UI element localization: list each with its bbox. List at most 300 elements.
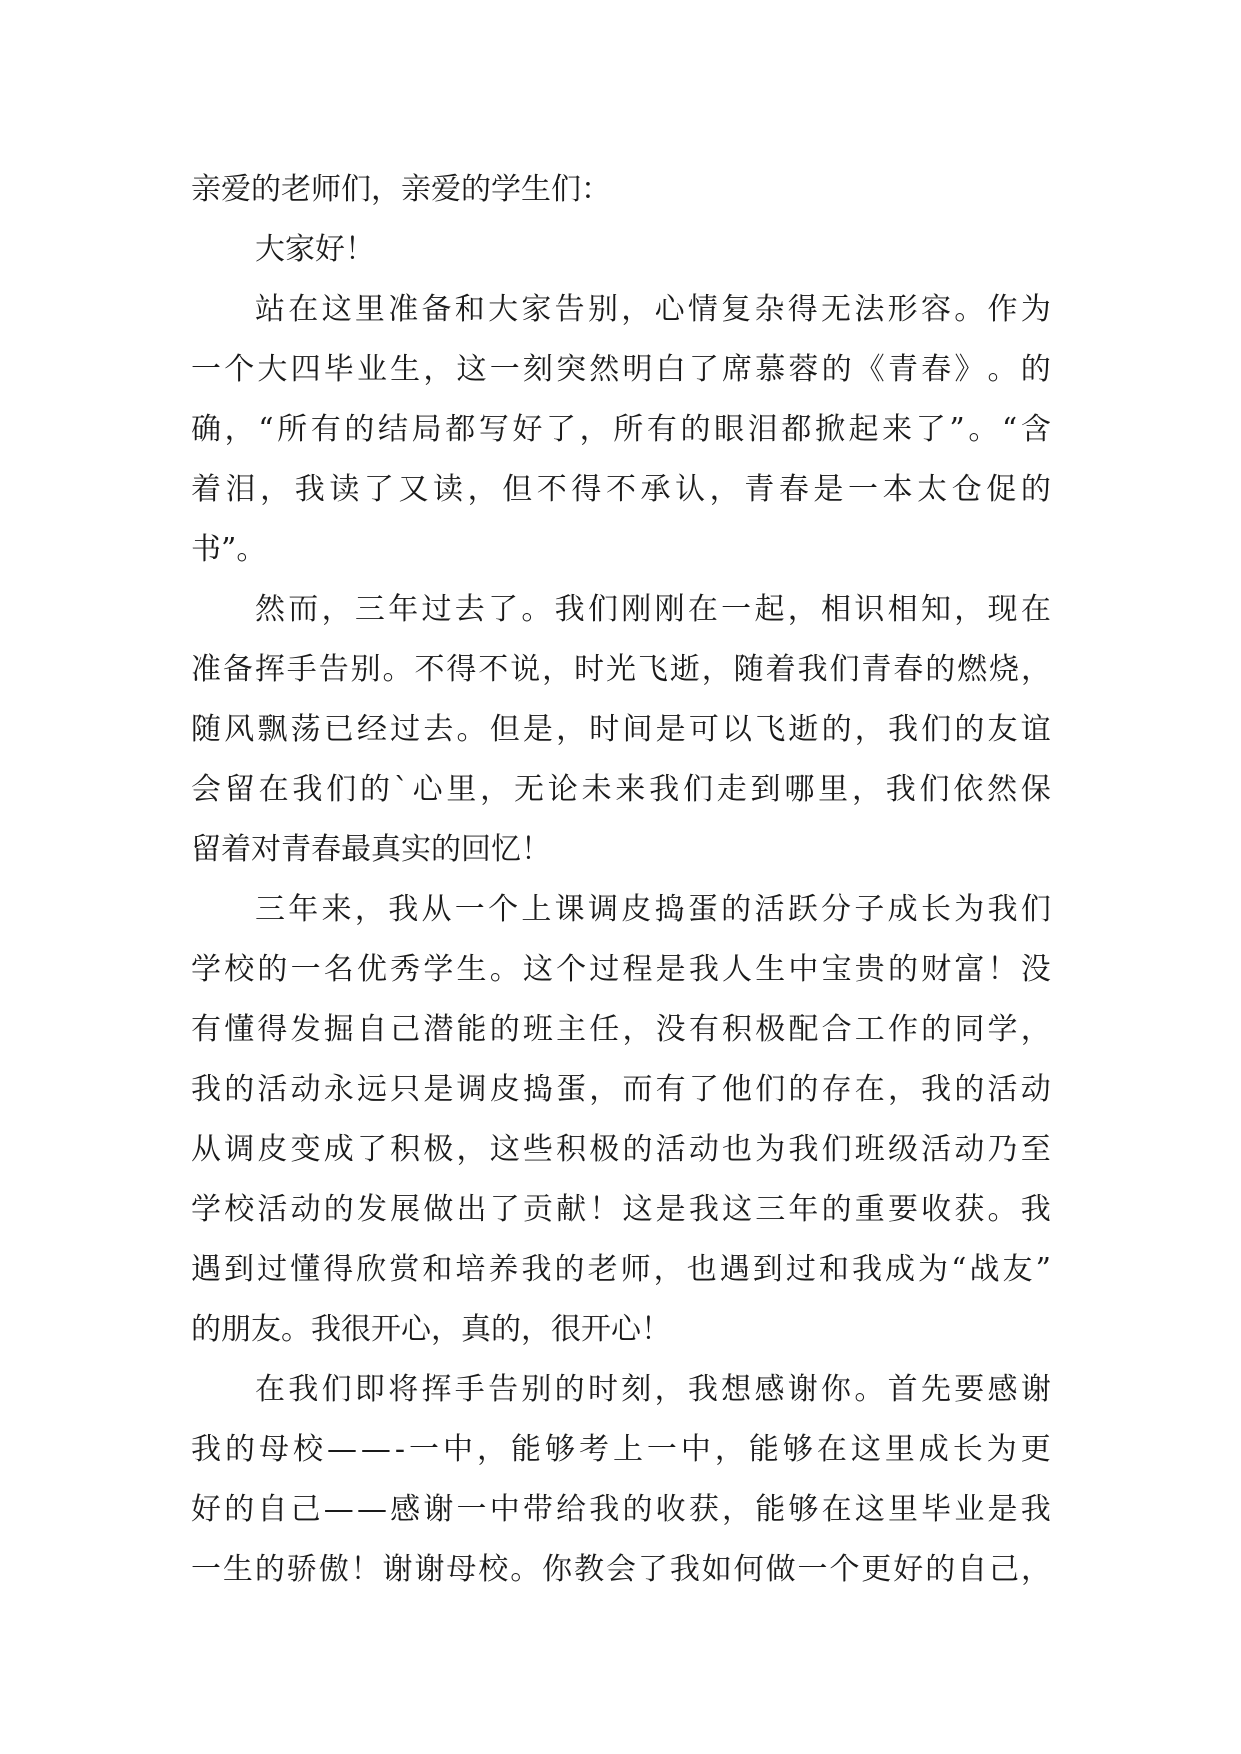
line-char: 有 xyxy=(310,412,341,447)
line-char: 做 xyxy=(423,1192,454,1227)
line-char: 的 xyxy=(254,1552,285,1587)
line-char: 过 xyxy=(785,1252,816,1287)
line-char: 骄 xyxy=(286,1552,317,1587)
line-char: 己 xyxy=(390,1012,421,1047)
line-char: 带 xyxy=(522,1492,553,1527)
line-char: 何 xyxy=(733,1552,764,1587)
line-char: 。 xyxy=(510,1552,541,1587)
line-char: 随 xyxy=(733,652,764,687)
line-char: ， xyxy=(423,352,454,387)
line-char: 成 xyxy=(323,1132,354,1167)
line-char: 们 xyxy=(1020,892,1051,927)
line-char: 心 xyxy=(654,292,685,327)
line-char: 和 xyxy=(818,1252,849,1287)
line-char: 刻 xyxy=(621,1372,652,1407)
line-char: 得 xyxy=(323,1252,354,1287)
line-char: 年 xyxy=(788,1192,819,1227)
line-char: 友 xyxy=(1002,1252,1033,1287)
line-char: 富 xyxy=(954,952,985,987)
line-char: 更 xyxy=(861,1552,892,1587)
line-char: 也 xyxy=(722,1132,752,1167)
line-char: 间 xyxy=(622,712,653,747)
line-char: 了 xyxy=(546,412,577,447)
line-char: 成 xyxy=(884,1252,915,1287)
line-char: 别 xyxy=(587,292,618,327)
line-char: 是 xyxy=(522,712,553,747)
line-char: 有 xyxy=(688,1012,719,1047)
line-char: 同 xyxy=(954,1012,985,1047)
line-char: ， xyxy=(714,1432,745,1467)
line-char: 获 xyxy=(954,1192,985,1227)
line-char: 大 xyxy=(488,292,519,327)
paragraph-line xyxy=(191,1120,1051,1180)
line-char: 一 xyxy=(290,952,321,987)
line-char: 我 xyxy=(669,1552,700,1587)
line-char: 些 xyxy=(522,1132,553,1167)
line-char: 出 xyxy=(456,1192,487,1227)
paragraph-line xyxy=(191,1540,1051,1600)
paragraph-line xyxy=(191,580,1051,640)
line-char: 烧 xyxy=(989,652,1020,687)
line-char: ， xyxy=(854,712,885,747)
line-char: ， xyxy=(787,592,818,627)
line-char: ， xyxy=(887,1072,918,1107)
line-char: 时 xyxy=(587,1372,618,1407)
line-char: 相 xyxy=(887,592,918,627)
line-char: 合 xyxy=(821,1012,852,1047)
line-char: 潜 xyxy=(423,1012,454,1047)
line-char: 在 xyxy=(687,592,718,627)
line-char: 光 xyxy=(605,652,636,687)
line-char: 活 xyxy=(655,1132,686,1167)
line-char: 了 xyxy=(488,592,519,627)
line-char: 着 xyxy=(765,652,796,687)
line-char: 无 xyxy=(513,772,544,807)
line-char: 《 xyxy=(854,352,885,387)
line-char: 校 xyxy=(478,1552,509,1587)
line-char: 。 xyxy=(456,712,487,747)
line-char: ， xyxy=(260,472,291,507)
line-char: 我 xyxy=(887,712,918,747)
line-char: 谢 xyxy=(1020,1372,1051,1407)
line-char: ！ xyxy=(589,1192,620,1227)
line-char: 懂 xyxy=(224,1012,255,1047)
line-char: 了 xyxy=(688,1072,719,1107)
line-char: 动 xyxy=(290,1072,321,1107)
line-char: 青 xyxy=(861,652,892,687)
line-char: ， xyxy=(556,712,587,747)
paragraph-line xyxy=(191,760,1051,820)
line-char: 变 xyxy=(290,1132,321,1167)
line-char: 动 xyxy=(1020,1072,1051,1107)
line-char: 去 xyxy=(454,592,485,627)
line-char: ， xyxy=(354,892,385,927)
line-char: 为 xyxy=(755,1132,786,1167)
line-char: 这 xyxy=(489,1132,520,1167)
line-char: 我 xyxy=(191,1432,221,1467)
line-char: 刚 xyxy=(621,592,652,627)
line-char: 他 xyxy=(722,1072,752,1107)
line-char: 你 xyxy=(821,1372,852,1407)
line-char: 够 xyxy=(788,1492,819,1527)
line-char: 都 xyxy=(781,412,812,447)
line-char: 含 xyxy=(1020,412,1051,447)
paragraph-line xyxy=(191,820,1051,880)
line-char: 首 xyxy=(887,1372,918,1407)
line-char: 泪 xyxy=(225,472,256,507)
line-char: 和 xyxy=(454,292,485,327)
line-char: 们 xyxy=(321,1372,352,1407)
paragraph-line xyxy=(191,1000,1051,1060)
line-char: 里 xyxy=(887,1492,918,1527)
line-char: 一 xyxy=(797,1552,828,1587)
line-char: 准 xyxy=(388,292,419,327)
paragraph-line xyxy=(191,280,1051,340)
line-char: 生 xyxy=(222,1552,253,1587)
line-char: 中 xyxy=(788,952,819,987)
line-char: 要 xyxy=(954,1372,985,1407)
line-char: 在 xyxy=(1020,592,1051,627)
line-char: 们 xyxy=(821,1132,852,1167)
line-char: 能 xyxy=(748,1432,779,1467)
line-char: 是 xyxy=(987,1492,1018,1527)
line-char: 太 xyxy=(917,472,948,507)
paragraph-line xyxy=(191,1240,1051,1300)
line-char: ， xyxy=(224,412,255,447)
line-char: ， xyxy=(709,472,740,507)
paragraph-line xyxy=(191,460,1051,520)
line-char: 从 xyxy=(421,892,452,927)
line-char: ， xyxy=(701,652,732,687)
line-char: 生 xyxy=(755,952,786,987)
line-char: 一 xyxy=(409,1432,440,1467)
line-char: 只 xyxy=(390,1072,421,1107)
line-char: 活 xyxy=(257,1072,288,1107)
line-char: 自 xyxy=(957,1552,988,1587)
line-char: 来 xyxy=(321,892,352,927)
line-char: 我 xyxy=(554,592,585,627)
line-char: 。 xyxy=(382,652,413,687)
line-char: 。 xyxy=(854,1372,885,1407)
line-char: 我 xyxy=(589,1492,620,1527)
line-char: 时 xyxy=(574,652,605,687)
line-char: 来 xyxy=(882,412,913,447)
line-char: 学 xyxy=(191,1192,221,1227)
line-char: 我 xyxy=(521,1252,552,1287)
line-char: 欣 xyxy=(356,1252,387,1287)
line-text: 的朋友。我很开心，真的，很开心！ xyxy=(191,1312,671,1347)
line-char: 情 xyxy=(687,292,718,327)
line-char: 保 xyxy=(1020,772,1051,807)
line-char: 皮 xyxy=(257,1132,288,1167)
line-char: 确 xyxy=(191,412,221,447)
line-char: 的 xyxy=(1020,472,1051,507)
line-char: 中 xyxy=(680,1432,711,1467)
line-char: 不 xyxy=(536,472,567,507)
line-char: 过 xyxy=(421,592,452,627)
line-char: 能 xyxy=(510,1432,541,1467)
line-char: 跃 xyxy=(787,892,818,927)
line-char: 够 xyxy=(544,1432,575,1467)
line-char: 得 xyxy=(571,472,602,507)
line-char: 来 xyxy=(615,772,646,807)
line-char: 在 xyxy=(854,1072,885,1107)
line-char: 荡 xyxy=(290,712,321,747)
line-char: 而 xyxy=(622,1072,653,1107)
line-char: 为 xyxy=(954,892,985,927)
line-char: 活 xyxy=(257,1192,288,1227)
line-char: 承 xyxy=(640,472,671,507)
line-char: 不 xyxy=(478,652,509,687)
line-char: 的 xyxy=(921,1012,952,1047)
line-char: 学 xyxy=(191,952,221,987)
line-char: 们 xyxy=(587,592,618,627)
line-char: 任 xyxy=(589,1012,620,1047)
line-char: 了 xyxy=(356,1132,387,1167)
line-char: 的 xyxy=(622,1492,653,1527)
line-char: 得 xyxy=(787,292,818,327)
line-char: 动 xyxy=(954,1132,985,1167)
line-char: 有 xyxy=(191,1012,221,1047)
line-char: 优 xyxy=(356,952,387,987)
line-char: 重 xyxy=(854,1192,885,1227)
line-char: 结 xyxy=(378,412,408,447)
line-char: 感 xyxy=(754,1372,785,1407)
line-char: 名 xyxy=(323,952,354,987)
line-char: 工 xyxy=(854,1012,885,1047)
line-char: 毕 xyxy=(323,352,354,387)
line-char: 了 xyxy=(637,1552,668,1587)
line-char: 白 xyxy=(655,352,686,387)
line-char: 要 xyxy=(887,1192,918,1227)
line-char: 但 xyxy=(502,472,533,507)
line-char: “ xyxy=(951,1252,967,1287)
line-char: 会 xyxy=(191,772,221,807)
line-char: 和 xyxy=(422,1252,453,1287)
line-char: 没 xyxy=(655,1012,686,1047)
paragraph-line xyxy=(191,940,1051,1000)
line-char: 然 xyxy=(589,352,620,387)
line-char: 但 xyxy=(489,712,520,747)
line-char: 仓 xyxy=(951,472,982,507)
line-char: 的 xyxy=(554,1252,585,1287)
line-char: 三 xyxy=(755,1192,786,1227)
line-char: 发 xyxy=(290,1012,321,1047)
line-char: 三 xyxy=(354,592,385,627)
line-char: 蛋 xyxy=(687,892,718,927)
line-char: 我 xyxy=(292,772,323,807)
line-char: 所 xyxy=(277,412,308,447)
line-char: 备 xyxy=(222,652,253,687)
line-char: 动 xyxy=(290,1192,321,1227)
line-char: 里 xyxy=(354,292,385,327)
line-char: ， xyxy=(456,1132,487,1167)
line-char: 皮 xyxy=(621,892,652,927)
line-char: 作 xyxy=(887,1012,918,1047)
line-char: 慕 xyxy=(755,352,786,387)
line-char: 我 xyxy=(797,652,828,687)
line-char: 我 xyxy=(688,952,719,987)
line-char: 现 xyxy=(987,592,1018,627)
line-char: 个 xyxy=(556,952,587,987)
line-char: 我 xyxy=(191,1072,221,1107)
line-char: “ xyxy=(1001,412,1018,447)
line-char: 给 xyxy=(556,1492,587,1527)
line-char: — xyxy=(323,1492,354,1527)
paragraph-line xyxy=(191,880,1051,940)
line-char: 自 xyxy=(356,1012,387,1047)
line-char: 逝 xyxy=(669,652,700,687)
line-char: 在 xyxy=(258,772,289,807)
line-char: 收 xyxy=(655,1492,686,1527)
line-char: 母 xyxy=(446,1552,477,1587)
line-char: 逝 xyxy=(788,712,819,747)
line-char: 为 xyxy=(1020,292,1051,327)
line-char: 感 xyxy=(987,1372,1018,1407)
line-char: 留 xyxy=(224,772,255,807)
line-char: 的 xyxy=(1020,352,1051,387)
line-char: 。 xyxy=(521,592,552,627)
line-char: 是 xyxy=(655,712,686,747)
line-char: 收 xyxy=(921,1192,952,1227)
line-char: 别 xyxy=(521,1372,552,1407)
line-char: 然 xyxy=(987,772,1018,807)
line-char: 人 xyxy=(722,952,752,987)
line-char: 掀 xyxy=(814,412,845,447)
line-char: 青 xyxy=(744,472,775,507)
line-char: 的 xyxy=(721,892,752,927)
line-char: 》 xyxy=(954,352,985,387)
line-char: 个 xyxy=(488,892,519,927)
line-char: 存 xyxy=(821,1072,852,1107)
line-char: 们 xyxy=(326,772,357,807)
line-char: ， xyxy=(654,1372,685,1407)
line-char: 如 xyxy=(701,1552,732,1587)
line-char: 写 xyxy=(478,412,509,447)
line-char: 相 xyxy=(821,592,852,627)
line-char: 远 xyxy=(356,1072,387,1107)
line-char: 已 xyxy=(323,712,354,747)
line-char: 。 xyxy=(968,412,999,447)
line-char: 到 xyxy=(752,1252,783,1287)
line-char: 春 xyxy=(778,472,809,507)
line-char: 这 xyxy=(722,1192,752,1227)
line-char: 活 xyxy=(921,1132,952,1167)
line-char: 心 xyxy=(412,772,443,807)
line-char: 年 xyxy=(388,592,419,627)
line-char: 己 xyxy=(290,1492,321,1527)
line-char: 过 xyxy=(257,1252,288,1287)
line-char: 我 xyxy=(687,1372,718,1407)
line-char: 飞 xyxy=(637,652,668,687)
paragraph-line xyxy=(191,400,1051,460)
line-char: 得 xyxy=(257,1012,288,1047)
line-char: ， xyxy=(954,592,985,627)
line-char: 我 xyxy=(1020,1192,1051,1227)
line-char: 手 xyxy=(286,652,317,687)
line-char: 家 xyxy=(521,292,552,327)
line-char: 们 xyxy=(829,652,860,687)
line-char: ， xyxy=(621,292,652,327)
line-char: 战 xyxy=(969,1252,1000,1287)
line-char: 从 xyxy=(191,1132,221,1167)
line-char: 不 xyxy=(414,652,445,687)
line-char: 在 xyxy=(255,1372,285,1407)
line-char: 站 xyxy=(255,292,285,327)
line-char: 一 xyxy=(721,592,752,627)
line-char: 我 xyxy=(851,1252,882,1287)
line-char: 至 xyxy=(1020,1132,1051,1167)
line-char: 业 xyxy=(954,1492,985,1527)
line-char: ” xyxy=(949,412,965,447)
line-char: 过 xyxy=(589,952,620,987)
line-char: 蛋 xyxy=(556,1072,587,1107)
line-char: ， xyxy=(542,652,573,687)
line-char: 无 xyxy=(821,292,852,327)
line-char: 四 xyxy=(290,352,321,387)
line-char: 着 xyxy=(191,472,221,507)
line-char: 展 xyxy=(390,1192,421,1227)
line-char: 告 xyxy=(554,292,585,327)
line-char: 作 xyxy=(987,292,1018,327)
line-char: 教 xyxy=(574,1552,605,1587)
line-char: 想 xyxy=(721,1372,752,1407)
line-char: 里 xyxy=(446,772,477,807)
line-char: 的 xyxy=(622,1132,653,1167)
paragraph-line xyxy=(191,640,1051,700)
line-char: 风 xyxy=(224,712,255,747)
line-char: 不 xyxy=(605,472,636,507)
line-char: 中 xyxy=(489,1492,520,1527)
line-char: 我 xyxy=(788,1132,819,1167)
line-char: 的 xyxy=(925,1552,956,1587)
line-char: 三 xyxy=(255,892,285,927)
line-char: 的 xyxy=(925,652,956,687)
line-char: — xyxy=(326,1432,357,1467)
line-char: 们 xyxy=(755,1072,786,1107)
line-char: 班 xyxy=(854,1132,885,1167)
line-char: 个 xyxy=(829,1552,860,1587)
line-char: 的 xyxy=(257,952,288,987)
line-char: 友 xyxy=(987,712,1018,747)
line-char: 里 xyxy=(884,1432,915,1467)
line-char: 到 xyxy=(224,1252,255,1287)
line-char: 挥 xyxy=(421,1372,452,1407)
line-char: 一 xyxy=(191,1552,221,1587)
line-char: 的 xyxy=(821,712,852,747)
line-char: 动 xyxy=(688,1132,719,1167)
line-char: 们 xyxy=(919,772,950,807)
line-char: 调 xyxy=(456,1072,487,1107)
line-char: 这 xyxy=(854,1492,885,1527)
line-char: 依 xyxy=(953,772,984,807)
line-char: 师 xyxy=(620,1252,651,1287)
line-char: 也 xyxy=(686,1252,717,1287)
line-char: 生 xyxy=(390,352,421,387)
line-char: — xyxy=(356,1492,387,1527)
line-char: 促 xyxy=(986,472,1017,507)
line-char: 的 xyxy=(554,1372,585,1407)
line-char: 学 xyxy=(987,1012,1018,1047)
line-char: 准 xyxy=(191,652,221,687)
line-char: 本 xyxy=(882,472,913,507)
line-char: ， xyxy=(851,772,882,807)
line-char: 主 xyxy=(556,1012,587,1047)
line-char: 以 xyxy=(722,712,752,747)
line-char: - xyxy=(394,1432,406,1467)
line-char: 的 xyxy=(821,1192,852,1227)
line-char: 懂 xyxy=(290,1252,321,1287)
